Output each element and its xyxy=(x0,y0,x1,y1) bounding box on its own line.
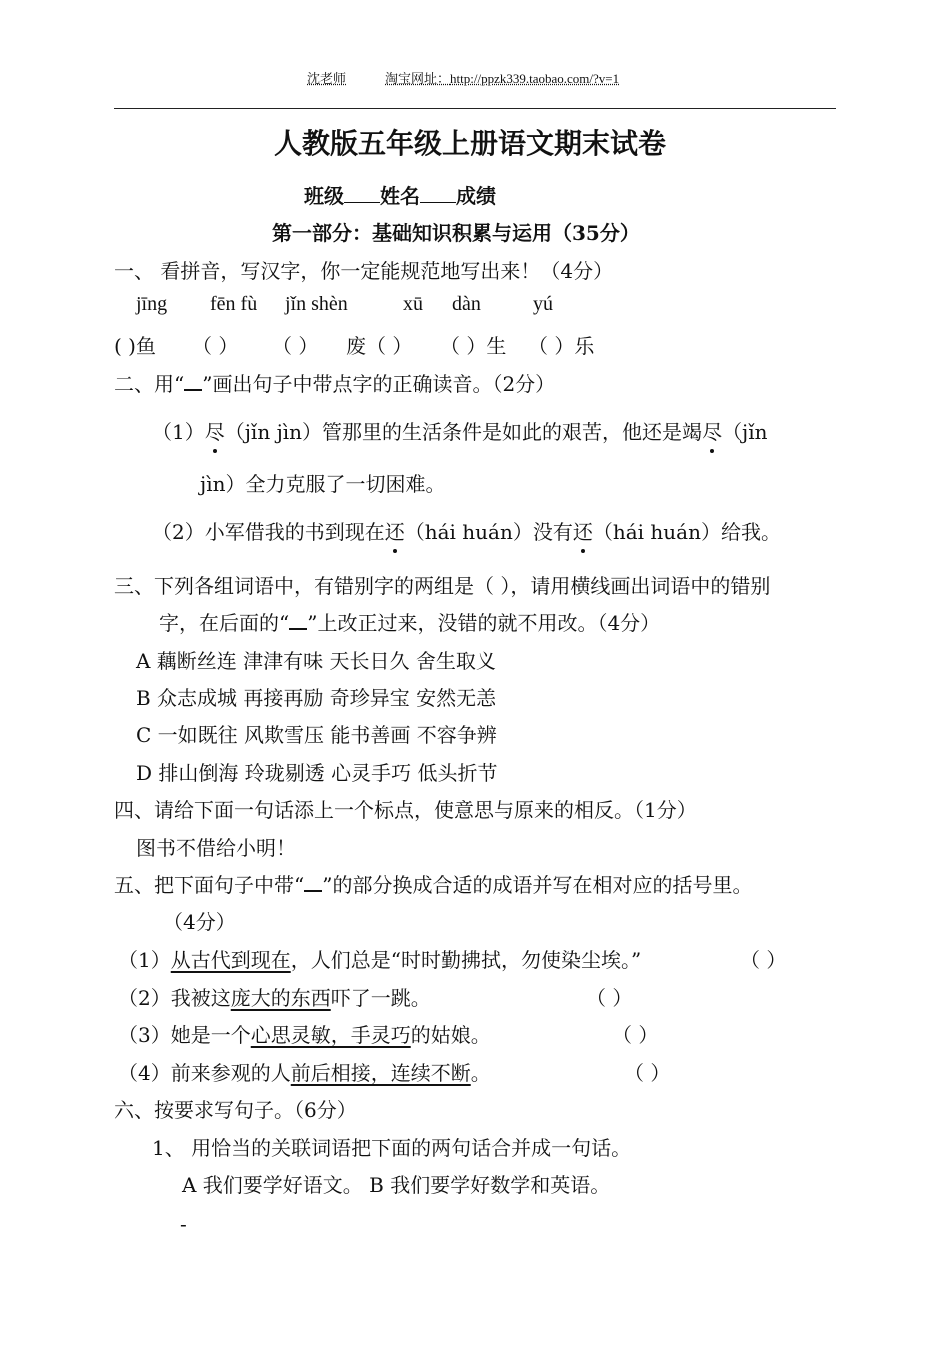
q3-option-b: B 众志成城 再接再励 奇珍异宝 安然无恙 xyxy=(136,686,497,710)
q1-pinyin-1: jīng xyxy=(136,293,168,315)
q5-prompt: 五、把下面句子中带“ ”的部分换成合适的成语并写在相对应的括号里。 xyxy=(114,873,753,897)
score-label: 成绩 xyxy=(456,184,496,208)
q2-sentence-1: （1）尽（jǐn jìn）管那里的生活条件是如此的艰苦，他还是竭尽（jǐn xyxy=(152,416,768,445)
q3-option-a: A 藕断丝连 津津有味 天长日久 舍生取义 xyxy=(136,649,496,673)
q5-item-3: （3）她是一个心思灵敏，手灵巧的姑娘。 xyxy=(118,1023,491,1047)
q4-sentence: 图书不借给小明！ xyxy=(136,836,296,860)
name-blank[interactable] xyxy=(420,202,456,203)
q2-sentence-1-cont: jìn）全力克服了一切困难。 xyxy=(200,472,446,496)
q1-blank-6[interactable]: （ ）乐 xyxy=(528,334,595,358)
q3-prompt-1: 三、下列各组词语中，有错别字的两组是（ ），请用横线画出词语中的错别 xyxy=(114,574,771,598)
q1-pinyin-5: dàn xyxy=(452,293,481,315)
q6-prompt: 六、按要求写句子。（6分） xyxy=(114,1098,357,1122)
q1-pinyin-4: xū xyxy=(403,293,423,315)
q6-sub1: 1、 用恰当的关联词语把下面的两句话合并成一句话。 xyxy=(152,1136,632,1160)
q5-answer-2[interactable]: （ ） xyxy=(586,986,633,1010)
underline-mark xyxy=(184,375,202,391)
part1-title: 第一部分：基础知识积累与运用（35分） xyxy=(272,221,640,245)
q3-option-d: D 排山倒海 玲珑剔透 心灵手巧 低头折节 xyxy=(136,761,498,785)
q1-prompt: 一、 看拼音，写汉字，你一定能规范地写出来！（4分） xyxy=(114,259,614,283)
dotted-char: 还 xyxy=(385,516,405,545)
q5-item-2: （2）我被这庞大的东西吓了一跳。 xyxy=(118,986,431,1010)
page-title: 人教版五年级上册语文期末试卷 xyxy=(274,127,667,160)
header-url: http://ppzk339.taobao.com/?v=1 xyxy=(450,71,620,86)
q1-blank-4[interactable]: 废（ ） xyxy=(346,334,413,358)
q5-points: （4分） xyxy=(163,910,236,934)
q6-sub1-sentences: A 我们要学好语文。 B 我们要学好数学和英语。 xyxy=(182,1173,611,1197)
dotted-char: 还 xyxy=(573,516,593,545)
student-info xyxy=(304,180,496,209)
header-rule xyxy=(114,108,836,109)
q5-item-4: （4）前来参观的人前后相接，连续不断。 xyxy=(118,1061,491,1085)
q1-blank-5[interactable]: （ ）生 xyxy=(440,334,507,358)
q3-prompt-2: 字，在后面的“ ”上改正过来，没错的就不用改。（4分） xyxy=(159,611,661,635)
q2-prompt: 二、用“ ”画出句子中带点字的正确读音。（2分） xyxy=(114,372,556,396)
q1-pinyin-2: fēn fù xyxy=(210,293,258,315)
q1-pinyin-6: yú xyxy=(533,293,553,315)
q1-blank-1[interactable]: ( )鱼 xyxy=(114,334,156,358)
q1-blank-3[interactable]: （ ） xyxy=(272,334,319,358)
dotted-char: 尽 xyxy=(702,416,722,445)
q5-item-1: （1）从古代到现在，人们总是“时时勤拂拭，勿使染尘埃。” xyxy=(118,948,642,972)
header-shop: 淘宝网址：http://ppzk339.taobao.com/?v=1 xyxy=(385,71,620,86)
name-label: 姓名 xyxy=(380,184,420,208)
class-label: 班级 xyxy=(304,184,344,208)
header-teacher: 沈老师 xyxy=(307,71,347,86)
q4-prompt: 四、请给下面一句话添上一个标点，使意思与原来的相反。（1分） xyxy=(114,798,697,822)
class-blank[interactable] xyxy=(344,202,380,203)
q3-option-c: C 一如既往 风欺雪压 能书善画 不容争辨 xyxy=(136,723,497,747)
q5-answer-3[interactable]: （ ） xyxy=(612,1023,659,1047)
q1-blank-2[interactable]: （ ） xyxy=(192,334,239,358)
dotted-char: 尽 xyxy=(205,416,225,445)
underline-mark xyxy=(289,614,307,630)
q1-pinyin-3: jǐn shèn xyxy=(285,293,348,315)
underline-mark xyxy=(304,876,322,892)
q5-answer-1[interactable]: （ ） xyxy=(740,948,787,972)
q5-answer-4[interactable]: （ ） xyxy=(624,1061,671,1085)
q6-answer-mark[interactable]: - xyxy=(180,1212,187,1236)
q2-sentence-2: （2）小军借我的书到现在还（hái huán）没有还（hái huán）给我。 xyxy=(152,516,781,545)
